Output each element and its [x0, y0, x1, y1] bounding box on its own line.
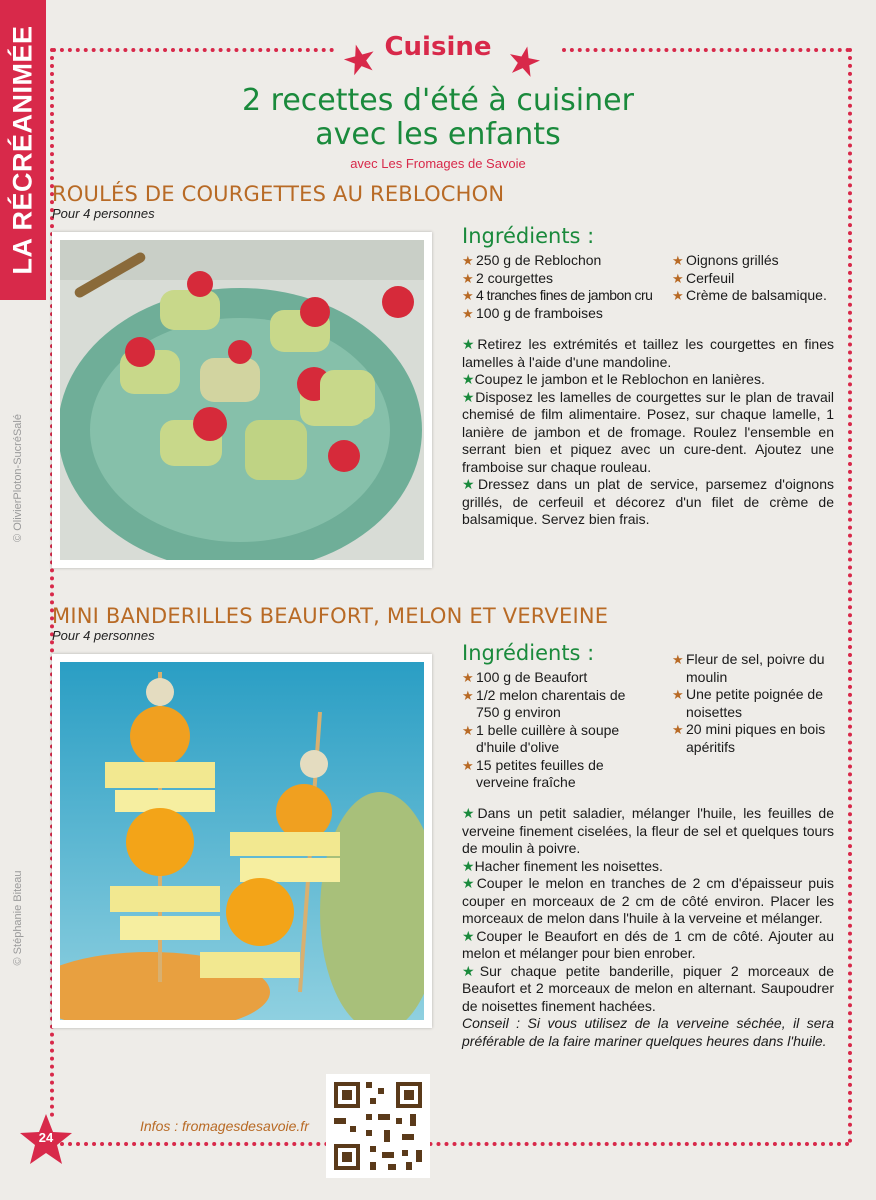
star-icon: ★	[462, 476, 478, 492]
ingredient-item: ★ 1 belle cuillère à soupe d'huile d'olive	[462, 721, 620, 755]
ingredient-item: ★ 250 g de Reblochon	[462, 252, 602, 268]
star-icon: ★	[462, 253, 474, 268]
star-icon: ★	[462, 857, 475, 874]
frame-bottom-dots	[60, 1142, 850, 1146]
page-number: 24	[38, 1130, 54, 1145]
footer-info-link[interactable]: Infos : fromagesdesavoie.fr	[140, 1118, 309, 1134]
recipe2-ingredients-col1	[462, 669, 642, 792]
star-icon: ★	[462, 927, 477, 944]
recipe-step: ★Dans un petit saladier, mélanger l'huile, les feuilles de verveine finement ciselées, la fleur de sel et quelques tours de moulin à poivre.	[462, 805, 834, 856]
ingredient-item: ★ Oignons grillés	[672, 252, 779, 268]
star-icon: ★	[462, 336, 478, 352]
star-icon: ★	[672, 253, 684, 268]
star-icon: ★	[462, 670, 474, 685]
ingredient-item: ★ Cerfeuil	[672, 269, 735, 286]
page-subtitle: avec Les Fromages de Savoie	[350, 156, 526, 171]
zucchini-rolls-image	[60, 240, 424, 560]
star-icon: ★	[462, 288, 474, 303]
ingredient-item: ★ Une petite poignée de noisettes	[672, 686, 823, 720]
ingredient-item: ★ 4 tranches fines de jambon cru	[462, 287, 653, 303]
recipe1-title: ROULÉS DE COURGETTES AU REBLOCHON	[52, 182, 505, 206]
star-icon: ★	[672, 722, 684, 737]
section-label: Cuisine	[384, 32, 492, 62]
recipe1-steps	[462, 336, 834, 529]
ingredient-item: ★ Crème de balsamique.	[672, 287, 827, 303]
recipe-step: ★Disposez les lamelles de courgettes sur le plan de travail chemisé de film alimentaire. Posez, sur chaque lamelle, 1 lanière de jambon et de fromage. Roulez l'ensemble en serrant bien et piquez avec un cure-dent. Ajoutez une framboise sur chaque rouleau.	[462, 388, 834, 475]
recipe-step: ★Hacher finement les noisettes.	[462, 857, 663, 874]
recipe2-servings: Pour 4 personnes	[52, 628, 155, 643]
frame-right-dots	[848, 48, 852, 1144]
recipe-tip: Conseil : Si vous utilisez de la verveine séchée, il sera préférable de la faire mariner quelques heures dans l'huile.	[462, 1015, 834, 1049]
star-icon-right: ★	[501, 36, 547, 88]
star-icon: ★	[462, 875, 477, 891]
star-icon: ★	[672, 687, 684, 702]
recipe1-ingredients-title: Ingrédients :	[462, 224, 595, 248]
page-number-badge	[18, 1112, 74, 1168]
page-title-line1: 2 recettes d'été à cuisiner	[242, 83, 634, 118]
melon-skewers-image	[60, 662, 424, 1020]
photo-credit-2: © Stéphanie Biteau	[12, 870, 24, 966]
star-icon: ★	[462, 962, 480, 979]
recipe-step: ★Couper le melon en tranches de 2 cm d'épaisseur puis couper en morceaux de 2 cm de côté environ. Placer les morceaux de melon dans l'huile à la verveine et mélanger.	[462, 875, 834, 926]
recipe-step: ★Couper le Beaufort en dés de 1 cm de côté. Ajouter au melon et mélanger pour bien enrober.	[462, 927, 834, 961]
star-icon: ★	[462, 305, 474, 321]
recipe1-servings: Pour 4 personnes	[52, 206, 155, 221]
star-icon: ★	[462, 687, 474, 703]
star-icon-left: ★	[336, 34, 383, 86]
ingredient-item: ★ 20 mini piques en bois apéritifs	[672, 721, 826, 755]
recipe1-photo	[52, 232, 432, 568]
qr-code[interactable]	[326, 1074, 430, 1178]
side-tab-label: LA RÉCRÉANIMÉE	[7, 25, 38, 275]
star-icon: ★	[462, 757, 474, 773]
recipe2-photo	[52, 654, 432, 1028]
page-title-line2: avec les enfants	[315, 117, 561, 152]
star-icon: ★	[462, 388, 476, 405]
qr-code-icon	[326, 1074, 430, 1178]
ingredient-item: ★ Fleur de sel, poivre du moulin	[672, 651, 825, 685]
recipe-step: ★Retirez les extrémités et taillez les courgettes en fines lamelles à l'aide d'une mandoline.	[462, 336, 834, 370]
recipe2-ingredients-col2	[672, 651, 842, 756]
recipe1-ingredients-col1	[462, 252, 672, 322]
star-icon: ★	[672, 288, 684, 303]
ingredient-item: ★ 2 courgettes	[462, 269, 554, 286]
page-title	[0, 84, 876, 152]
photo-credit-1: © OlivierPloton-SucréSalé	[12, 414, 24, 542]
recipe1-ingredients-col2	[672, 252, 842, 305]
star-icon: ★	[462, 371, 475, 387]
recipe-step: ★Coupez le jambon et le Reblochon en lanières.	[462, 371, 765, 387]
star-icon: ★	[672, 270, 684, 286]
recipe-step: ★Dressez dans un plat de service, parsemez d'oignons grillés, de cerfeuil et décorez d'un filet de crème de balsamique. Servez bien frais.	[462, 476, 834, 527]
recipe-step: ★Sur chaque petite banderille, piquer 2 morceaux de Beaufort et 2 morceaux de melon en alternant. Saupoudrer de noisettes finement hachées.	[462, 962, 834, 1014]
ingredient-item: ★ 1/2 melon charentais de 750 g environ	[462, 686, 626, 720]
recipe2-ingredients-title: Ingrédients :	[462, 641, 595, 665]
ingredient-item: ★ 15 petites feuilles de verveine fraîche	[462, 756, 604, 790]
star-icon: ★	[462, 722, 474, 738]
recipe2-title: MINI BANDERILLES BEAUFORT, MELON ET VERVEINE	[52, 604, 609, 628]
ingredient-item: ★ 100 g de framboises	[462, 304, 603, 321]
star-icon: ★	[462, 270, 474, 286]
recipe2-steps	[462, 805, 834, 1050]
star-icon: ★	[462, 805, 478, 821]
star-icon: ★	[672, 652, 684, 667]
ingredient-item: ★ 100 g de Beaufort	[462, 669, 588, 685]
